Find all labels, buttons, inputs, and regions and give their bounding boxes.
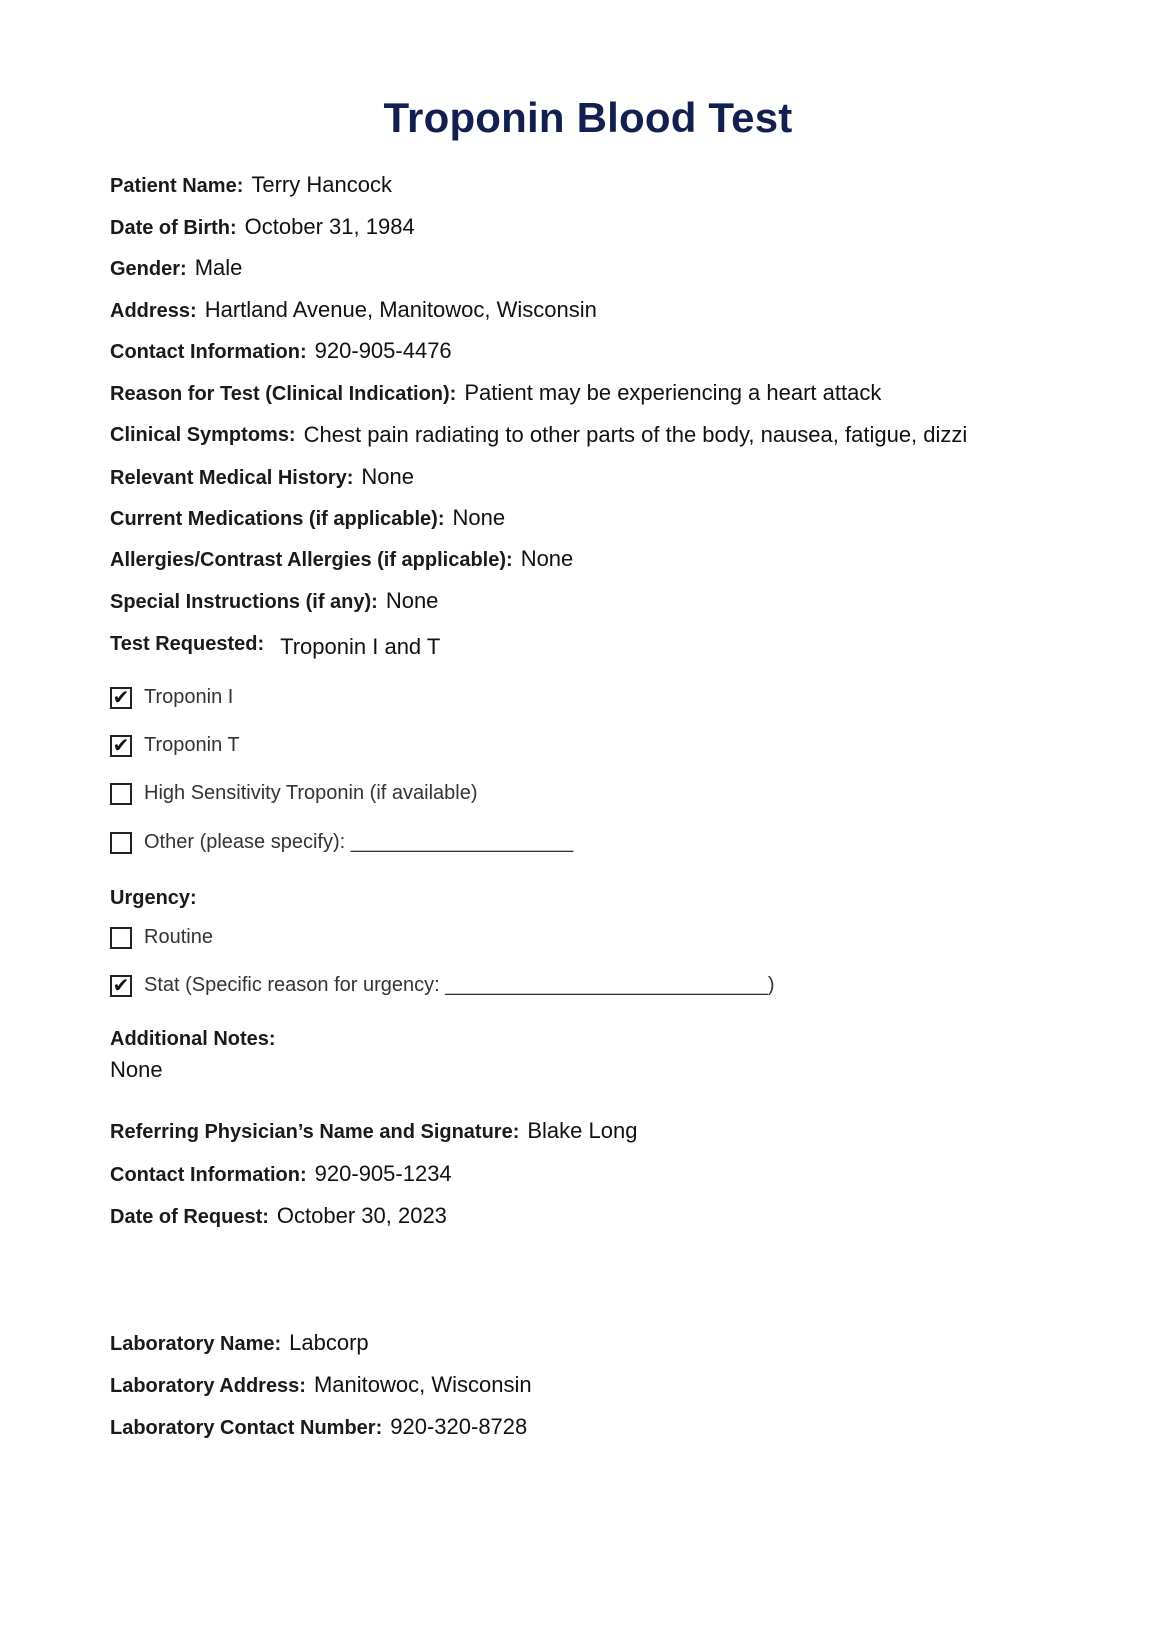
lab-contact-value: 920-320-8728 [390,1414,528,1439]
checkbox-label: Routine [144,926,213,948]
physician-contact-row [110,1161,452,1188]
patient-contact-row [110,338,452,365]
history-label: Relevant Medical History: [110,467,354,489]
lab-contact-row [110,1414,527,1441]
checkbox-row-routine[interactable] [110,926,213,949]
checkbox-troponin-i[interactable]: ✔ [110,687,132,709]
allergies-value: None [520,546,574,571]
urgency-label: Urgency: [110,887,197,909]
request-date-row [110,1203,447,1230]
patient-name-row [110,172,392,199]
patient-contact-label: Contact Information: [110,341,307,363]
allergies-label: Allergies/Contrast Allergies (if applicable): [110,549,513,571]
symptoms-row [110,422,967,448]
gender-label: Gender: [110,258,187,280]
address-value: Hartland Avenue, Manitowoc, Wisconsin [204,297,597,322]
medications-label: Current Medications (if applicable): [110,508,445,530]
test-requested-label: Test Requested: [110,633,265,655]
address-label: Address: [110,300,197,322]
address-row [110,297,597,324]
lab-name-value: Labcorp [289,1330,369,1355]
symptoms-value: Chest pain radiating to other parts of the body, nausea, fatigue, dizzi [303,422,968,447]
instructions-row [110,588,438,615]
symptoms-label: Clinical Symptoms: [110,424,296,446]
history-value: None [361,464,415,489]
checkbox-high-sensitivity[interactable] [110,783,132,805]
gender-value: Male [194,255,243,280]
reason-row [110,380,881,407]
checkbox-row-troponin-i[interactable] [110,686,233,709]
checkbox-label: Stat (Specific reason for urgency: _____________________________) [144,974,775,996]
page-title: Troponin Blood Test [383,94,793,141]
test-requested-value: Troponin I and T [280,634,441,659]
request-date-label: Date of Request: [110,1206,269,1228]
urgency-heading [110,885,197,911]
checkbox-other[interactable] [110,832,132,854]
medications-row [110,505,505,532]
lab-name-row [110,1330,369,1357]
checkbox-row-troponin-t[interactable] [110,734,240,757]
allergies-row [110,546,573,573]
notes-value: None [110,1057,163,1082]
physician-name-value: Blake Long [527,1118,638,1143]
checkbox-label: Troponin T [144,734,240,756]
reason-label: Reason for Test (Clinical Indication): [110,383,457,405]
physician-contact-label: Contact Information: [110,1164,307,1186]
physician-name-label: Referring Physician’s Name and Signature: [110,1121,520,1143]
test-requested-row [110,630,440,657]
history-row [110,464,414,491]
checkbox-troponin-t[interactable]: ✔ [110,735,132,757]
physician-name-row [110,1118,637,1145]
checkbox-row-stat[interactable] [110,974,774,997]
instructions-value: None [385,588,439,613]
checkbox-label: Troponin I [144,686,234,708]
checkbox-routine[interactable] [110,927,132,949]
notes-label: Additional Notes: [110,1028,276,1050]
dob-value: October 31, 1984 [244,214,415,239]
lab-name-label: Laboratory Name: [110,1333,282,1355]
checkbox-label: High Sensitivity Troponin (if available) [144,782,478,804]
checkbox-label: Other (please specify): ____________________ [144,831,574,853]
patient-name-label: Patient Name: [110,175,244,197]
reason-value: Patient may be experiencing a heart attack [464,380,882,405]
dob-label: Date of Birth: [110,217,237,239]
lab-address-row [110,1372,532,1399]
request-date-value: October 30, 2023 [276,1203,447,1228]
patient-name-value: Terry Hancock [251,172,392,197]
lab-address-label: Laboratory Address: [110,1375,306,1397]
checkbox-row-other[interactable] [110,831,573,854]
gender-row [110,255,242,282]
patient-contact-value: 920-905-4476 [314,338,452,363]
medications-value: None [452,505,506,530]
lab-contact-label: Laboratory Contact Number: [110,1417,383,1439]
checkbox-row-high-sensitivity[interactable] [110,782,478,805]
checkbox-stat[interactable]: ✔ [110,975,132,997]
dob-row [110,214,415,241]
instructions-label: Special Instructions (if any): [110,591,378,613]
physician-contact-value: 920-905-1234 [314,1161,452,1186]
lab-address-value: Manitowoc, Wisconsin [313,1372,532,1397]
notes-heading [110,1026,276,1052]
